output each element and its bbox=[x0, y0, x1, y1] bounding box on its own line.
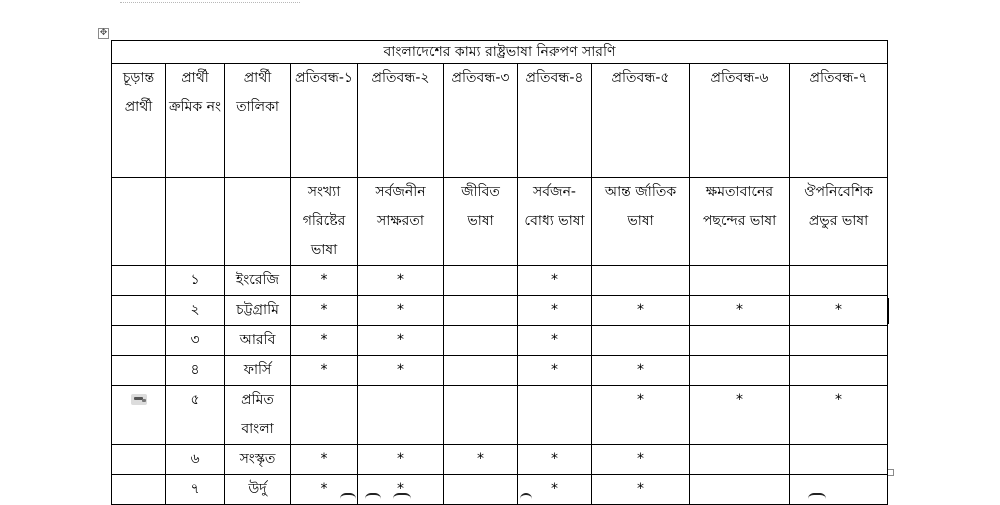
candidate-list-header: প্রার্থী তালিকা bbox=[225, 64, 291, 178]
constraint-5-mark bbox=[592, 326, 690, 356]
constraint-7-mark: * bbox=[790, 386, 888, 445]
constraint-6-mark bbox=[690, 445, 790, 475]
constraint-1-mark bbox=[291, 386, 358, 445]
constraint-3-mark bbox=[444, 475, 518, 505]
table-row bbox=[112, 386, 888, 445]
constraint-6-mark bbox=[690, 266, 790, 296]
constraint-6-mark: * bbox=[690, 386, 790, 445]
constraint-6-header: প্রতিবন্ধ-৬ bbox=[690, 64, 790, 178]
table-row bbox=[112, 326, 888, 356]
constraint-4-mark: * bbox=[518, 356, 592, 386]
table-row bbox=[112, 445, 888, 475]
final-candidate-cell bbox=[112, 296, 166, 326]
constraint-1-header: প্রতিবন্ধ-১ bbox=[291, 64, 358, 178]
constraint-5-mark: * bbox=[592, 386, 690, 445]
constraint-1-mark: * bbox=[291, 326, 358, 356]
constraint-4-header: প্রতিবন্ধ-৪ bbox=[518, 64, 592, 178]
constraint-3-mark bbox=[444, 356, 518, 386]
candidate-name-cell: সংস্কৃত bbox=[225, 445, 291, 475]
empty-cell bbox=[225, 178, 291, 266]
description-row bbox=[112, 178, 888, 266]
constraint-3-mark bbox=[444, 296, 518, 326]
final-candidate-cell bbox=[112, 356, 166, 386]
candidate-name-cell: প্রমিত বাংলা bbox=[225, 386, 291, 445]
final-candidate-header: চূড়ান্ত প্রার্থী bbox=[112, 64, 166, 178]
table-resize-handle[interactable] bbox=[887, 469, 894, 476]
constraint-2-mark: * bbox=[358, 475, 444, 505]
final-candidate-cell bbox=[112, 326, 166, 356]
constraint-2-mark: * bbox=[358, 326, 444, 356]
constraint-4-mark: * bbox=[518, 296, 592, 326]
constraint-1-mark: * bbox=[291, 296, 358, 326]
candidate-name-cell: ইংরেজি bbox=[225, 266, 291, 296]
constraint-2-mark: * bbox=[358, 445, 444, 475]
constraint-1-desc: সংখ্যা গরিষ্টের ভাষা bbox=[291, 178, 358, 266]
table-title: বাংলাদেশের কাম্য রাষ্ট্রভাষা নিরুপণ সারণি bbox=[112, 41, 888, 64]
final-candidate-cell bbox=[112, 475, 166, 505]
text-cursor bbox=[888, 298, 889, 324]
title-row bbox=[112, 41, 888, 64]
table-move-handle-icon[interactable]: ✥ bbox=[99, 28, 108, 38]
constraint-7-mark bbox=[790, 475, 888, 505]
serial-cell: ১ bbox=[166, 266, 225, 296]
constraint-7-mark bbox=[790, 356, 888, 386]
serial-cell: ৬ bbox=[166, 445, 225, 475]
serial-no-header: প্রার্থী ক্রমিক নং bbox=[166, 64, 225, 178]
constraint-6-mark bbox=[690, 356, 790, 386]
table-row bbox=[112, 296, 888, 326]
constraint-6-mark: * bbox=[690, 296, 790, 326]
constraint-4-mark: * bbox=[518, 266, 592, 296]
constraint-3-mark bbox=[444, 386, 518, 445]
constraint-4-mark: * bbox=[518, 475, 592, 505]
constraint-4-mark bbox=[518, 386, 592, 445]
pointing-hand-icon bbox=[131, 394, 147, 405]
constraint-7-mark: * bbox=[790, 296, 888, 326]
final-candidate-cell bbox=[112, 386, 166, 445]
constraint-2-mark: * bbox=[358, 296, 444, 326]
constraint-2-mark: * bbox=[358, 266, 444, 296]
empty-cell bbox=[166, 178, 225, 266]
table-row bbox=[112, 266, 888, 296]
constraint-5-mark: * bbox=[592, 445, 690, 475]
table-row bbox=[112, 475, 888, 505]
serial-cell: ৩ bbox=[166, 326, 225, 356]
serial-cell: ২ bbox=[166, 296, 225, 326]
constraint-5-mark: * bbox=[592, 356, 690, 386]
constraint-7-mark bbox=[790, 266, 888, 296]
constraint-2-mark bbox=[358, 386, 444, 445]
constraint-2-mark: * bbox=[358, 356, 444, 386]
candidate-name-cell: ফার্সি bbox=[225, 356, 291, 386]
constraint-4-desc: সর্বজন-বোধ্য ভাষা bbox=[518, 178, 592, 266]
constraint-1-mark: * bbox=[291, 445, 358, 475]
constraint-4-mark: * bbox=[518, 445, 592, 475]
constraint-5-mark: * bbox=[592, 296, 690, 326]
constraint-5-header: প্রতিবন্ধ-৫ bbox=[592, 64, 690, 178]
constraint-3-mark bbox=[444, 326, 518, 356]
constraint-3-header: প্রতিবন্ধ-৩ bbox=[444, 64, 518, 178]
constraint-7-mark bbox=[790, 326, 888, 356]
serial-cell: ৭ bbox=[166, 475, 225, 505]
final-candidate-cell bbox=[112, 445, 166, 475]
language-selection-table bbox=[111, 40, 888, 505]
constraint-7-header: প্রতিবন্ধ-৭ bbox=[790, 64, 888, 178]
constraint-5-mark bbox=[592, 266, 690, 296]
constraint-7-mark bbox=[790, 445, 888, 475]
constraint-2-header: প্রতিবন্ধ-২ bbox=[358, 64, 444, 178]
constraint-4-mark: * bbox=[518, 326, 592, 356]
candidate-name-cell: উর্দু bbox=[225, 475, 291, 505]
table-row bbox=[112, 356, 888, 386]
constraint-6-mark bbox=[690, 326, 790, 356]
constraint-1-mark: * bbox=[291, 475, 358, 505]
constraint-5-mark: * bbox=[592, 475, 690, 505]
serial-cell: ৫ bbox=[166, 386, 225, 445]
constraint-3-desc: জীবিত ভাষা bbox=[444, 178, 518, 266]
constraint-1-mark: * bbox=[291, 266, 358, 296]
constraint-6-mark bbox=[690, 475, 790, 505]
constraint-7-desc: ঔপনিবেশিক প্রভুর ভাষা bbox=[790, 178, 888, 266]
constraint-3-mark bbox=[444, 266, 518, 296]
candidate-name-cell: চট্টগ্রামি bbox=[225, 296, 291, 326]
constraint-3-mark: * bbox=[444, 445, 518, 475]
constraint-2-desc: সর্বজনীন সাক্ষরতা bbox=[358, 178, 444, 266]
empty-cell bbox=[112, 178, 166, 266]
serial-cell: ৪ bbox=[166, 356, 225, 386]
cropped-text-line bbox=[120, 0, 300, 3]
constraint-1-mark: * bbox=[291, 356, 358, 386]
constraint-5-desc: আন্ত র্জাতিক ভাষা bbox=[592, 178, 690, 266]
candidate-name-cell: আরবি bbox=[225, 326, 291, 356]
final-candidate-cell bbox=[112, 266, 166, 296]
constraint-6-desc: ক্ষমতাবানের পছন্দের ভাষা bbox=[690, 178, 790, 266]
header-row bbox=[112, 64, 888, 178]
